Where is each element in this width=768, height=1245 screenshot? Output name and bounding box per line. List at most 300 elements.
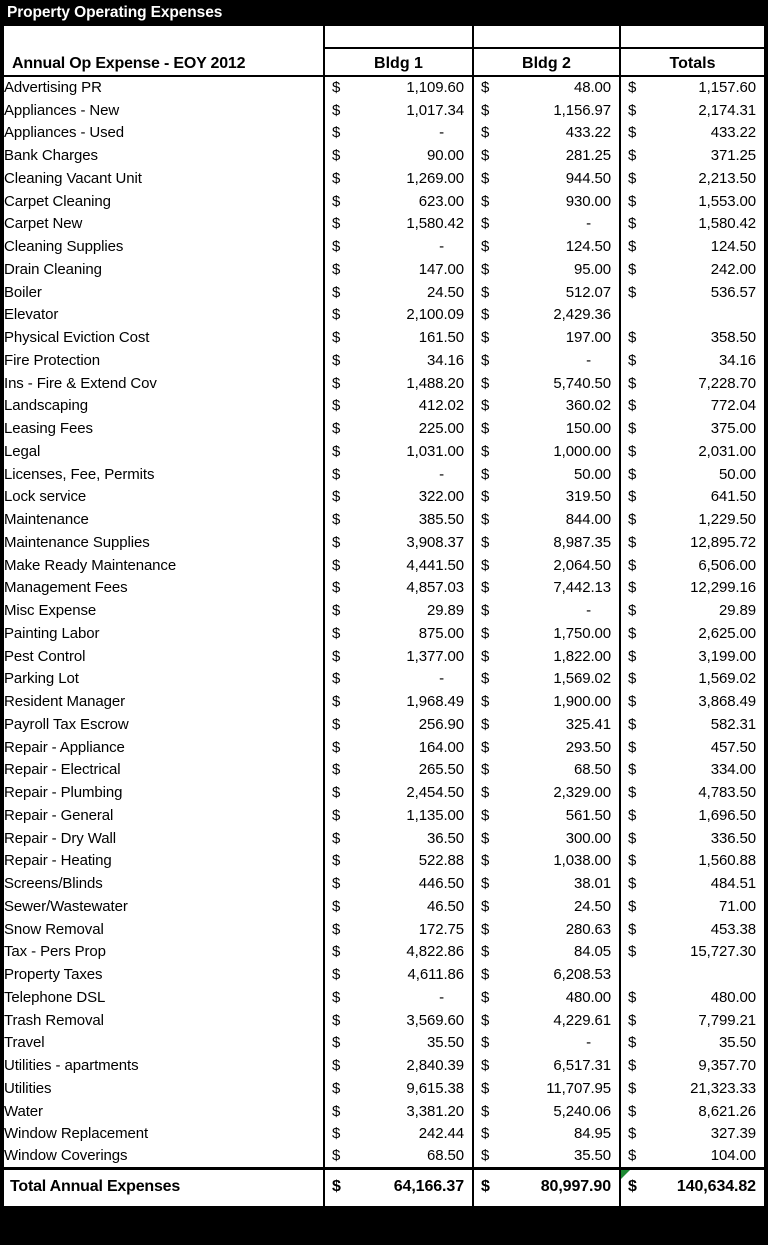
cell-bldg1[interactable]	[324, 304, 473, 327]
cell-total[interactable]	[620, 827, 764, 850]
currency-symbol: $	[332, 852, 341, 870]
cell-bldg1[interactable]	[324, 668, 473, 691]
cell-bldg1[interactable]	[324, 804, 473, 827]
cell-bldg1[interactable]	[324, 99, 473, 122]
expense-category-label: Telephone DSL	[4, 988, 106, 1006]
table-row	[4, 827, 764, 850]
cell-bldg1[interactable]	[324, 281, 473, 304]
currency-symbol: $	[628, 647, 637, 665]
currency-symbol: $	[628, 761, 637, 779]
currency-symbol: $	[481, 852, 490, 870]
cell-bldg2[interactable]	[473, 304, 620, 327]
cell-bldg2[interactable]	[473, 531, 620, 554]
currency-symbol: $	[628, 943, 637, 961]
expense-category-label: Leasing Fees	[4, 420, 93, 438]
cell-total[interactable]	[620, 486, 764, 509]
currency-symbol: $	[332, 624, 341, 642]
expense-category-label: Window Replacement	[4, 1125, 149, 1143]
currency-symbol: $	[481, 647, 490, 665]
cell-total[interactable]	[620, 1009, 764, 1032]
cell-bldg2[interactable]	[473, 599, 620, 622]
amount-value: 3,381.20	[406, 1102, 464, 1120]
cell-total[interactable]	[620, 281, 764, 304]
cell-bldg2[interactable]	[473, 554, 620, 577]
table-row	[4, 1123, 764, 1146]
amount-value: 256.90	[418, 715, 464, 733]
amount-value: 2,031.00	[698, 442, 756, 460]
amount-value: 50.00	[718, 465, 756, 483]
cell-total[interactable]	[620, 1077, 764, 1100]
cell-bldg2[interactable]	[473, 941, 620, 964]
cell-bldg2[interactable]	[473, 622, 620, 645]
cell-bldg1[interactable]	[324, 1077, 473, 1100]
currency-symbol: $	[628, 1125, 637, 1143]
amount-value: 3,908.37	[406, 533, 464, 551]
cell-bldg1[interactable]	[324, 895, 473, 918]
cell-total[interactable]	[620, 440, 764, 463]
amount-value: 1,580.42	[406, 215, 464, 233]
currency-symbol: $	[628, 420, 637, 438]
cell-bldg2[interactable]	[473, 804, 620, 827]
cell-bldg1[interactable]	[324, 963, 473, 986]
amount-value: 140,634.82	[676, 1177, 756, 1195]
cell-bldg2[interactable]	[473, 986, 620, 1009]
cell-bldg2[interactable]	[473, 1077, 620, 1100]
cell-bldg1[interactable]	[324, 167, 473, 190]
cell-bldg2[interactable]	[473, 463, 620, 486]
amount-value: 480.00	[710, 988, 756, 1006]
currency-symbol: $	[628, 101, 637, 119]
cell-bldg2[interactable]	[473, 190, 620, 213]
currency-symbol: $	[332, 169, 341, 187]
currency-symbol: $	[628, 1102, 637, 1120]
cell-total[interactable]	[620, 167, 764, 190]
amount-value: 197.00	[565, 329, 611, 347]
currency-symbol: $	[481, 738, 490, 756]
amount-value: 84.95	[573, 1125, 611, 1143]
cell-total[interactable]	[620, 872, 764, 895]
cell-total[interactable]	[620, 690, 764, 713]
currency-symbol: $	[332, 192, 341, 210]
currency-symbol: $	[332, 374, 341, 392]
table-row	[4, 804, 764, 827]
cell-bldg1[interactable]	[324, 235, 473, 258]
cell-bldg2[interactable]	[473, 395, 620, 418]
cell-bldg1[interactable]	[324, 781, 473, 804]
expense-category-label: Legal	[4, 442, 41, 460]
currency-symbol: $	[481, 124, 490, 142]
amount-value: 536.57	[710, 283, 756, 301]
cell-bldg2[interactable]	[473, 417, 620, 440]
cell-grand-total-bldg2[interactable]	[473, 1168, 620, 1204]
cell-total[interactable]	[620, 395, 764, 418]
currency-symbol: $	[481, 1147, 490, 1165]
amount-value: 4,611.86	[407, 966, 464, 984]
currency-symbol: $	[628, 329, 637, 347]
cell-total[interactable]	[620, 963, 764, 986]
cell-bldg1[interactable]	[324, 531, 473, 554]
amount-value: -	[439, 670, 444, 688]
currency-symbol: $	[628, 533, 637, 551]
currency-symbol: $	[332, 806, 341, 824]
cell-bldg1[interactable]	[324, 941, 473, 964]
cell-bldg1[interactable]	[324, 1123, 473, 1146]
amount-value: 1,822.00	[553, 647, 611, 665]
currency-symbol: $	[481, 511, 490, 529]
currency-symbol: $	[481, 79, 490, 97]
cell-bldg1[interactable]	[324, 577, 473, 600]
cell-total[interactable]	[620, 372, 764, 395]
table-row	[4, 1077, 764, 1100]
cell-bldg1[interactable]	[324, 213, 473, 236]
cell-bldg2[interactable]	[473, 668, 620, 691]
currency-symbol: $	[481, 420, 490, 438]
cell-bldg2[interactable]	[473, 235, 620, 258]
cell-bldg2[interactable]	[473, 918, 620, 941]
currency-symbol: $	[332, 988, 341, 1006]
cell-bldg1[interactable]	[324, 372, 473, 395]
cell-bldg2[interactable]	[473, 645, 620, 668]
currency-symbol: $	[628, 215, 637, 233]
cell-bldg1[interactable]	[324, 1032, 473, 1055]
table-header	[4, 26, 764, 76]
cell-total[interactable]	[620, 668, 764, 691]
table-row	[4, 1145, 764, 1168]
amount-value: 164.00	[418, 738, 464, 756]
page-title: Property Operating Expenses	[0, 0, 768, 25]
table-row	[4, 326, 764, 349]
currency-symbol: $	[628, 806, 637, 824]
cell-total[interactable]	[620, 531, 764, 554]
currency-symbol: $	[332, 397, 341, 415]
cell-bldg1[interactable]	[324, 76, 473, 99]
amount-value: 24.50	[573, 897, 611, 915]
amount-value: 24.50	[426, 283, 464, 301]
amount-value: 480.00	[565, 988, 611, 1006]
cell-bldg1[interactable]	[324, 440, 473, 463]
cell-bldg2[interactable]	[473, 850, 620, 873]
table-row	[4, 235, 764, 258]
cell-bldg1[interactable]	[324, 1054, 473, 1077]
currency-symbol: $	[481, 670, 490, 688]
amount-value: 1,156.97	[553, 101, 611, 119]
cell-total[interactable]	[620, 304, 764, 327]
cell-bldg2[interactable]	[473, 713, 620, 736]
cell-bldg2[interactable]	[473, 690, 620, 713]
currency-symbol: $	[332, 647, 341, 665]
expense-category-label: Licenses, Fee, Permits	[4, 465, 155, 483]
cell-bldg2[interactable]	[473, 781, 620, 804]
cell-bldg2[interactable]	[473, 1009, 620, 1032]
amount-value: 64,166.37	[393, 1177, 464, 1195]
currency-symbol: $	[628, 1177, 637, 1195]
cell-bldg1[interactable]	[324, 713, 473, 736]
cell-bldg2[interactable]	[473, 508, 620, 531]
cell-total[interactable]	[620, 941, 764, 964]
cell-bldg2[interactable]	[473, 372, 620, 395]
amount-value: 412.02	[418, 397, 464, 415]
currency-symbol: $	[332, 488, 341, 506]
currency-symbol: $	[628, 238, 637, 256]
cell-total[interactable]	[620, 759, 764, 782]
currency-symbol: $	[332, 1147, 341, 1165]
cell-bldg1[interactable]	[324, 1100, 473, 1123]
cell-total[interactable]	[620, 986, 764, 1009]
amount-value: 2,840.39	[406, 1057, 464, 1075]
cell-bldg2[interactable]	[473, 736, 620, 759]
cell-bldg2[interactable]	[473, 1145, 620, 1168]
cell-bldg1[interactable]	[324, 326, 473, 349]
cell-bldg2[interactable]	[473, 167, 620, 190]
cell-bldg2[interactable]	[473, 872, 620, 895]
cell-bldg1[interactable]	[324, 850, 473, 873]
cell-bldg1[interactable]	[324, 417, 473, 440]
cell-bldg2[interactable]	[473, 258, 620, 281]
cell-total[interactable]	[620, 417, 764, 440]
cell-total[interactable]	[620, 508, 764, 531]
cell-bldg1[interactable]	[324, 645, 473, 668]
table-row	[4, 554, 764, 577]
cell-bldg2[interactable]	[473, 577, 620, 600]
currency-symbol: $	[332, 533, 341, 551]
currency-symbol: $	[628, 670, 637, 688]
cell-bldg2[interactable]	[473, 1032, 620, 1055]
cell-total[interactable]	[620, 736, 764, 759]
cell-bldg2[interactable]	[473, 213, 620, 236]
amount-value: 484.51	[710, 875, 756, 893]
cell-total[interactable]	[620, 258, 764, 281]
amount-value: 5,740.50	[553, 374, 611, 392]
header-spacer-row	[4, 26, 764, 48]
cell-bldg2[interactable]	[473, 486, 620, 509]
cell-bldg1[interactable]	[324, 599, 473, 622]
cell-bldg1[interactable]	[324, 190, 473, 213]
cell-total[interactable]	[620, 554, 764, 577]
cell-bldg2[interactable]	[473, 895, 620, 918]
amount-value: 6,506.00	[698, 556, 756, 574]
amount-value: 242.00	[710, 260, 756, 278]
cell-bldg1[interactable]	[324, 872, 473, 895]
currency-symbol: $	[628, 397, 637, 415]
amount-value: 561.50	[565, 806, 611, 824]
amount-value: 319.50	[565, 488, 611, 506]
currency-symbol: $	[481, 602, 490, 620]
column-header-totals: Totals	[620, 48, 764, 76]
cell-bldg1[interactable]	[324, 736, 473, 759]
expense-category-label: Make Ready Maintenance	[4, 556, 177, 574]
cell-bldg2[interactable]	[473, 440, 620, 463]
header-spacer-label-cell	[4, 26, 324, 48]
expense-category-label: Physical Eviction Cost	[4, 329, 150, 347]
cell-grand-total-bldg1[interactable]	[324, 1168, 473, 1204]
cell-bldg1[interactable]	[324, 258, 473, 281]
amount-value: 3,199.00	[698, 647, 756, 665]
header-row	[4, 48, 764, 76]
cell-bldg1[interactable]	[324, 1009, 473, 1032]
table-row	[4, 941, 764, 964]
expense-category-label: Ins - Fire & Extend Cov	[4, 374, 157, 392]
cell-total[interactable]	[620, 577, 764, 600]
cell-total[interactable]	[620, 1123, 764, 1146]
currency-symbol: $	[628, 988, 637, 1006]
amount-value: 2,064.50	[553, 556, 611, 574]
expense-category-label: Appliances - New	[4, 101, 120, 119]
cell-bldg1[interactable]	[324, 690, 473, 713]
amount-value: 1,569.02	[698, 670, 756, 688]
cell-total[interactable]	[620, 1032, 764, 1055]
expense-category-label: Elevator	[4, 306, 59, 324]
amount-value: 29.89	[426, 602, 464, 620]
cell-total[interactable]	[620, 76, 764, 99]
cell-total[interactable]	[620, 713, 764, 736]
amount-value: 4,229.61	[553, 1011, 611, 1029]
currency-symbol: $	[481, 1057, 490, 1075]
cell-total[interactable]	[620, 804, 764, 827]
cell-bldg2[interactable]	[473, 1100, 620, 1123]
cell-total[interactable]	[620, 1054, 764, 1077]
cell-total[interactable]	[620, 213, 764, 236]
table-row	[4, 258, 764, 281]
amount-value: 4,441.50	[406, 556, 464, 574]
expense-category-label: Bank Charges	[4, 147, 98, 165]
cell-total[interactable]	[620, 918, 764, 941]
cell-bldg1[interactable]	[324, 508, 473, 531]
currency-symbol: $	[332, 738, 341, 756]
cell-total[interactable]	[620, 99, 764, 122]
amount-value: 522.88	[418, 852, 464, 870]
cell-bldg2[interactable]	[473, 99, 620, 122]
cell-total[interactable]	[620, 463, 764, 486]
currency-symbol: $	[628, 1057, 637, 1075]
table-row	[4, 645, 764, 668]
cell-bldg1[interactable]	[324, 122, 473, 145]
amount-value: 2,625.00	[698, 624, 756, 642]
table-row	[4, 122, 764, 145]
currency-symbol: $	[481, 329, 490, 347]
cell-bldg2[interactable]	[473, 144, 620, 167]
currency-symbol: $	[332, 761, 341, 779]
currency-symbol: $	[628, 442, 637, 460]
amount-value: 1,000.00	[553, 442, 611, 460]
currency-symbol: $	[332, 79, 341, 97]
cell-bldg1[interactable]	[324, 395, 473, 418]
currency-symbol: $	[332, 420, 341, 438]
amount-value: 68.50	[573, 761, 611, 779]
amount-value: -	[439, 988, 444, 1006]
amount-value: -	[439, 465, 444, 483]
currency-symbol: $	[481, 215, 490, 233]
cell-total[interactable]	[620, 326, 764, 349]
table-row	[4, 440, 764, 463]
currency-symbol: $	[481, 693, 490, 711]
amount-value: 944.50	[565, 169, 611, 187]
cell-total[interactable]	[620, 622, 764, 645]
amount-value: 446.50	[418, 875, 464, 893]
cell-total[interactable]	[620, 144, 764, 167]
table-row	[4, 463, 764, 486]
expense-category-label: Pest Control	[4, 647, 86, 665]
cell-bldg2[interactable]	[473, 326, 620, 349]
cell-total[interactable]	[620, 850, 764, 873]
cell-bldg1[interactable]	[324, 554, 473, 577]
expense-category-label: Sewer/Wastewater	[4, 897, 128, 915]
cell-bldg2[interactable]	[473, 827, 620, 850]
amount-value: -	[586, 602, 591, 620]
amount-value: 7,228.70	[698, 374, 756, 392]
cell-bldg1[interactable]	[324, 827, 473, 850]
cell-total[interactable]	[620, 645, 764, 668]
currency-symbol: $	[628, 283, 637, 301]
table-row	[4, 736, 764, 759]
expense-category-label: Tax - Pers Prop	[4, 943, 106, 961]
amount-value: 84.05	[573, 943, 611, 961]
cell-bldg2[interactable]	[473, 1123, 620, 1146]
amount-value: 2,174.31	[698, 101, 756, 119]
expense-category-label: Cleaning Vacant Unit	[4, 169, 142, 187]
cell-total[interactable]	[620, 1145, 764, 1168]
amount-value: 7,799.21	[698, 1011, 756, 1029]
cell-bldg1[interactable]	[324, 486, 473, 509]
table-row	[4, 304, 764, 327]
cell-total[interactable]	[620, 895, 764, 918]
cell-total[interactable]	[620, 1100, 764, 1123]
amount-value: 360.02	[565, 397, 611, 415]
amount-value: 1,377.00	[406, 647, 464, 665]
amount-value: 6,517.31	[553, 1057, 611, 1075]
cell-bldg1[interactable]	[324, 1145, 473, 1168]
cell-bldg2[interactable]	[473, 963, 620, 986]
table-row	[4, 213, 764, 236]
cell-bldg1[interactable]	[324, 918, 473, 941]
amount-value: 1,109.60	[406, 79, 464, 97]
amount-value: 15,727.30	[690, 943, 756, 961]
cell-total[interactable]	[620, 235, 764, 258]
cell-total[interactable]	[620, 781, 764, 804]
expense-category-label: Parking Lot	[4, 670, 79, 688]
cell-bldg1[interactable]	[324, 463, 473, 486]
expense-category-label: Travel	[4, 1034, 45, 1052]
table-row	[4, 1032, 764, 1055]
cell-total[interactable]	[620, 349, 764, 372]
cell-bldg2[interactable]	[473, 122, 620, 145]
cell-bldg1[interactable]	[324, 759, 473, 782]
cell-bldg1[interactable]	[324, 986, 473, 1009]
cell-bldg1[interactable]	[324, 622, 473, 645]
currency-symbol: $	[628, 556, 637, 574]
amount-value: 1,750.00	[553, 624, 611, 642]
cell-total[interactable]	[620, 599, 764, 622]
cell-bldg1[interactable]	[324, 349, 473, 372]
cell-bldg2[interactable]	[473, 281, 620, 304]
amount-value: 150.00	[565, 420, 611, 438]
amount-value: 2,329.00	[553, 784, 611, 802]
cell-grand-total-totals[interactable]	[620, 1168, 764, 1204]
cell-bldg2[interactable]	[473, 349, 620, 372]
cell-bldg1[interactable]	[324, 144, 473, 167]
amount-value: 1,229.50	[698, 511, 756, 529]
amount-value: 1,900.00	[553, 693, 611, 711]
cell-bldg2[interactable]	[473, 1054, 620, 1077]
table-row	[4, 622, 764, 645]
expense-category-label: Repair - Electrical	[4, 761, 121, 779]
cell-bldg2[interactable]	[473, 76, 620, 99]
table-row	[4, 872, 764, 895]
currency-symbol: $	[481, 260, 490, 278]
cell-total[interactable]	[620, 190, 764, 213]
expense-category-label: Trash Removal	[4, 1011, 104, 1029]
cell-total[interactable]	[620, 122, 764, 145]
cell-bldg2[interactable]	[473, 759, 620, 782]
